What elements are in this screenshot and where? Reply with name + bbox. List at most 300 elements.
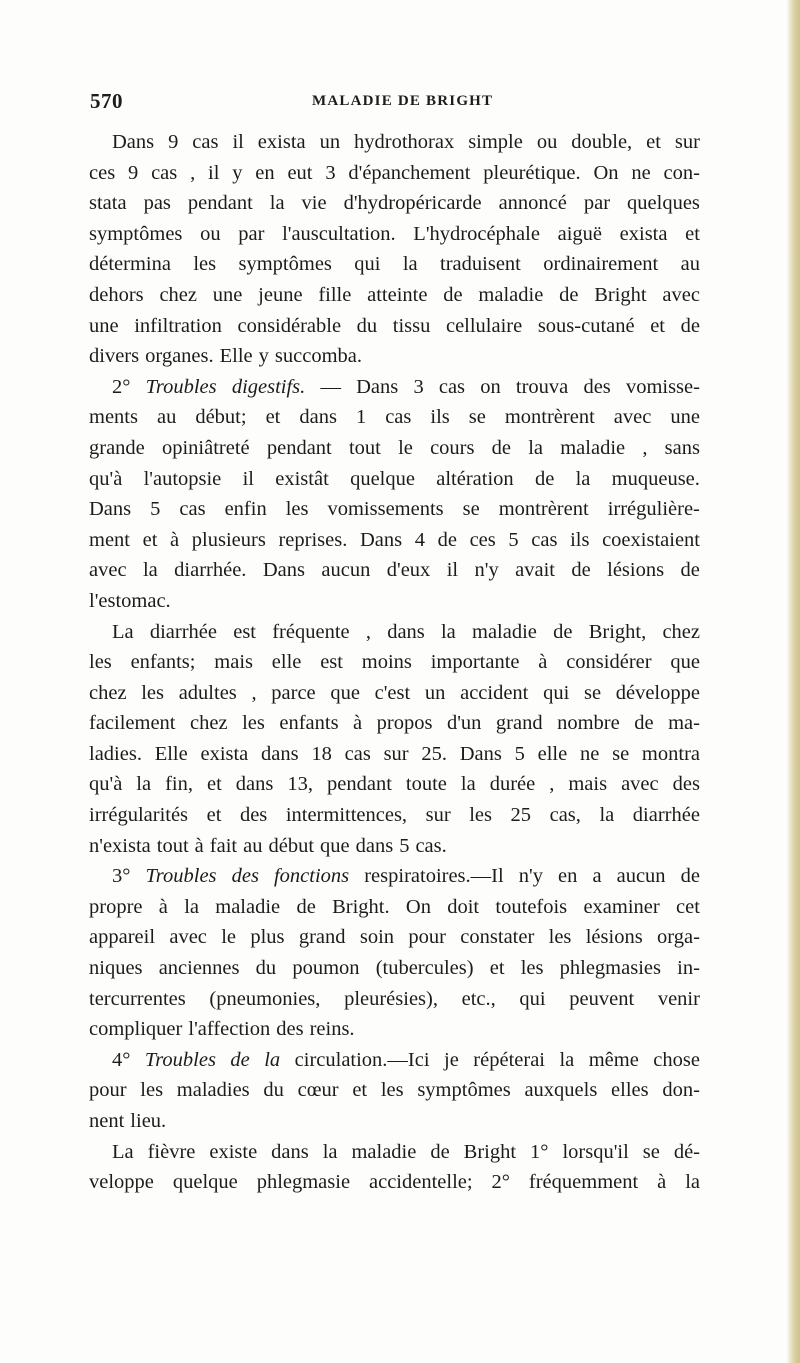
word: la [322, 1140, 338, 1163]
word: divers [89, 345, 140, 368]
word: que [330, 681, 360, 704]
text-line [89, 219, 700, 250]
word: pendant [266, 436, 332, 459]
text-line [89, 647, 700, 678]
word: con- [663, 161, 700, 184]
word: par [583, 192, 611, 215]
text-line [89, 249, 700, 280]
word: 5 [399, 834, 410, 857]
word: dans [235, 773, 274, 796]
word: atteinte [367, 283, 428, 306]
word: fièvre [147, 1140, 196, 1163]
word: examiner [583, 895, 660, 918]
text-line [89, 372, 700, 403]
word: a [592, 865, 602, 888]
word: coexistaient [602, 528, 700, 551]
word: les [548, 926, 572, 949]
word: accident [460, 681, 529, 704]
text-line [89, 1137, 700, 1168]
word: se [583, 681, 602, 704]
word: niques [89, 957, 143, 980]
word: en [255, 161, 275, 184]
word: à [538, 651, 548, 674]
word: du [263, 1079, 284, 1102]
word: vie [301, 192, 327, 215]
word: répéterai [473, 1048, 545, 1071]
word: symptômes [89, 222, 183, 245]
word: au [680, 253, 700, 276]
word: 4 [414, 528, 425, 551]
word: du [255, 957, 277, 980]
word: ne [579, 742, 600, 765]
word: plus [250, 926, 285, 949]
word: de [571, 559, 591, 582]
word: y [258, 345, 269, 368]
word: n'y [474, 559, 499, 582]
word: (tubercules) [375, 957, 474, 980]
word: la [269, 192, 285, 215]
text-line [89, 892, 700, 923]
word: la [440, 620, 456, 643]
word: est [233, 620, 256, 643]
word: dehors [89, 283, 144, 306]
word: c'est [374, 681, 411, 704]
word: exista [200, 742, 249, 765]
word: un [319, 131, 341, 153]
word: 4° [112, 1048, 131, 1071]
word: et [206, 804, 222, 827]
word: ordinairement [543, 253, 659, 276]
text-line [89, 617, 700, 648]
word: pleurétique. [483, 161, 581, 184]
word: fonctions [273, 865, 350, 888]
word: de [230, 1048, 250, 1071]
text-line [89, 127, 700, 158]
word: les [89, 651, 112, 674]
word: qu'à [89, 467, 123, 490]
word: le [221, 926, 237, 949]
word: les [242, 712, 265, 735]
text-line [89, 1106, 700, 1137]
text-line [89, 769, 700, 800]
word: chez [159, 283, 197, 306]
word: nent [89, 1110, 125, 1132]
word: irrégulière- [607, 498, 700, 521]
word: ou [200, 222, 221, 245]
word: muqueuse. [611, 467, 700, 490]
word: d'un [446, 712, 482, 735]
word: existât [275, 467, 329, 490]
word: chez [89, 681, 127, 704]
word: 3 [413, 375, 424, 398]
text-line [89, 280, 700, 311]
text-line [89, 922, 700, 953]
word: au [243, 834, 263, 857]
word: 5 [514, 742, 525, 765]
word: durée [489, 773, 536, 796]
word: y [232, 161, 243, 184]
word: , [251, 681, 257, 704]
word: à [194, 834, 204, 857]
word: maladie [472, 620, 537, 643]
word: de [680, 314, 700, 337]
word: ils [430, 406, 450, 429]
word: quelques [627, 192, 700, 215]
word: l'autopsie [143, 467, 222, 490]
word: il [208, 161, 220, 184]
text-line [89, 984, 700, 1015]
word: on [480, 375, 501, 398]
text-line [89, 158, 700, 189]
word: importante [430, 651, 520, 674]
word: enfants; [130, 651, 196, 674]
text-line [89, 739, 700, 770]
word: et [489, 957, 505, 980]
word: lorsqu'il [562, 1140, 629, 1163]
text-line [89, 1045, 700, 1076]
word: de [553, 620, 573, 643]
word: phlegmasies [559, 957, 661, 980]
word: se [642, 1140, 660, 1163]
word: etc., [461, 987, 496, 1010]
word: cas, [549, 804, 581, 827]
word: enfants [279, 712, 339, 735]
word: au [156, 406, 177, 429]
word: d'hydropéricarde [343, 192, 482, 215]
word: 2° [491, 1171, 510, 1194]
text-line [89, 188, 700, 219]
word: exista [619, 222, 668, 245]
text-line [89, 1167, 700, 1198]
word: de [559, 283, 579, 306]
word: montrèrent [504, 406, 595, 429]
word: cellulaire [445, 314, 523, 337]
word: à [170, 528, 180, 551]
page-header [90, 89, 698, 113]
page-edge [786, 0, 800, 1363]
word: organes. [145, 345, 214, 368]
word: cœur [297, 1079, 339, 1102]
word: la [402, 253, 418, 276]
word: des [583, 375, 611, 398]
page-number: 570 [90, 89, 123, 113]
word: compliquer [89, 1018, 183, 1041]
word: Dans [459, 742, 502, 765]
word: Dans [359, 528, 403, 551]
word: cas [385, 406, 412, 429]
word: , [549, 773, 555, 796]
word: dé- [673, 1140, 700, 1163]
word: pendant [327, 773, 392, 796]
word: irrégularités [89, 804, 189, 827]
word: Bright [463, 1140, 517, 1163]
word: fait [209, 834, 238, 857]
word: se [462, 498, 480, 521]
text-line [89, 708, 700, 739]
word: les [140, 1079, 164, 1102]
word: respiratoires.—Il [364, 865, 504, 888]
word: avait [515, 559, 555, 582]
word: maladies [176, 1079, 250, 1102]
word: plusieurs [191, 528, 266, 551]
text-line [89, 953, 700, 984]
word: cas [151, 161, 178, 184]
word: les [193, 253, 217, 276]
word: tissu [392, 314, 431, 337]
word: montra [641, 742, 700, 765]
word: pas [143, 192, 171, 215]
word: aiguë [557, 222, 602, 245]
word: Dans [112, 131, 155, 153]
word: la [136, 773, 152, 796]
word: par [238, 222, 265, 245]
text-line [89, 464, 700, 495]
word: maladie [351, 1140, 417, 1163]
word: — [320, 375, 341, 398]
word: sur [383, 742, 409, 765]
word: maladie [478, 283, 544, 306]
word: , [190, 161, 196, 184]
word: grande [89, 436, 145, 459]
word: la [142, 559, 158, 582]
word: 2° [112, 375, 131, 398]
word: ments [89, 406, 138, 429]
word: appareil [89, 926, 156, 949]
word: Bright [594, 283, 647, 306]
word: une [670, 406, 700, 429]
word: sous-cutané [537, 314, 635, 337]
word: sans [664, 436, 700, 459]
word: moins [361, 651, 412, 674]
word: qui [543, 681, 570, 704]
word: symptômes [238, 253, 332, 276]
word: reprises. [278, 528, 348, 551]
text-line [89, 525, 700, 556]
word: tout [156, 834, 189, 857]
word: L'hydrocéphale [413, 222, 540, 245]
word: développe [615, 681, 700, 704]
word: cas [179, 498, 206, 521]
word: l'affection [188, 1018, 271, 1041]
text-line [89, 678, 700, 709]
word: même [588, 1048, 639, 1071]
word: 9 [168, 131, 179, 153]
word: des [239, 804, 268, 827]
word: sur [425, 804, 451, 827]
word: accidentelle; [369, 1171, 473, 1194]
word: propos [376, 712, 433, 735]
word: poumon [292, 957, 360, 980]
word: Elle [154, 742, 188, 765]
word: Dans [89, 498, 132, 521]
word: simple [468, 131, 523, 153]
word: et [352, 1079, 368, 1102]
word: facilement [89, 712, 176, 735]
word: eut [287, 161, 313, 184]
word: Bright, [588, 620, 647, 643]
word: fille [318, 283, 352, 306]
word: considérer [566, 651, 652, 674]
word: cas [438, 375, 466, 398]
word: jeune [258, 283, 303, 306]
text-line [89, 586, 700, 617]
word: dans [299, 406, 337, 429]
word: il [446, 559, 459, 582]
word: n'exista [89, 834, 151, 857]
word: grand [495, 712, 543, 735]
word: stata [89, 192, 127, 215]
word: les [380, 1079, 404, 1102]
running-title: MALADIE DE BRIGHT [312, 93, 494, 109]
word: avec [169, 926, 207, 949]
word: annoncé [498, 192, 567, 215]
word: chose [653, 1048, 700, 1071]
text-line [89, 1075, 700, 1106]
word: lieu. [130, 1110, 167, 1132]
word: elle [271, 651, 302, 674]
word: cas. [415, 834, 447, 857]
word: dans [271, 1140, 309, 1163]
word: enfin [224, 498, 267, 521]
word: détermina [89, 253, 171, 276]
word: de [437, 528, 457, 551]
word: constater [460, 926, 535, 949]
word: 3° [112, 865, 131, 888]
word: et [142, 528, 158, 551]
word: le [398, 436, 413, 459]
word: à [657, 1171, 667, 1194]
word: symptômes [417, 1079, 511, 1102]
word: à [158, 895, 168, 918]
word: Bright. [332, 895, 390, 918]
word: de [680, 559, 700, 582]
word: de [443, 283, 463, 306]
word: sur [674, 131, 700, 153]
word: à [353, 712, 363, 735]
word: la [559, 1048, 575, 1071]
word: pendant [187, 192, 253, 215]
word: nombre [557, 712, 620, 735]
word: vomisse- [625, 375, 700, 398]
word: dans [261, 742, 299, 765]
word: 25. [421, 742, 447, 765]
word: et [646, 131, 661, 153]
word: de [680, 865, 700, 888]
word: il [242, 467, 254, 490]
word: de [634, 712, 654, 735]
word: de [430, 1140, 450, 1163]
word: Dans [262, 559, 305, 582]
word: de [296, 895, 316, 918]
word: l'estomac. [89, 589, 171, 612]
word: début [268, 834, 315, 857]
word: adultes [178, 681, 237, 704]
word: fréquente [272, 620, 350, 643]
word: qu'à [89, 773, 123, 796]
word: n'y [518, 865, 543, 888]
word: se [468, 406, 486, 429]
word: propre [89, 895, 143, 918]
word: avec [89, 559, 127, 582]
word: cet [676, 895, 700, 918]
word: mais [214, 651, 253, 674]
word: toute [405, 773, 447, 796]
word: ma- [668, 712, 700, 735]
word: quelque [172, 1171, 238, 1194]
word: soin [359, 926, 395, 949]
word: don- [662, 1079, 700, 1102]
word: La [112, 1140, 134, 1163]
word: parce [271, 681, 316, 704]
word: les [520, 957, 544, 980]
word: exista [257, 131, 306, 153]
word: et [265, 406, 281, 429]
word: de [491, 436, 512, 459]
word: et [207, 773, 222, 796]
word: auxquels [524, 1079, 598, 1102]
word: avec [662, 283, 700, 306]
word: grand [298, 926, 346, 949]
word: un [424, 681, 446, 704]
word: opiniâtreté [161, 436, 250, 459]
word: elles [611, 1079, 649, 1102]
text-line [89, 311, 700, 342]
word: On [593, 161, 619, 184]
word: maladie [215, 895, 281, 918]
word: 9 [128, 161, 139, 184]
word: chez [190, 712, 228, 735]
word: les [469, 804, 492, 827]
word: tout [348, 436, 381, 459]
word: intermittences, [285, 804, 408, 827]
word: 1° [530, 1140, 549, 1163]
text-line [89, 1014, 700, 1045]
word: se [612, 742, 630, 765]
word: orga- [657, 926, 700, 949]
word: fréquemment [528, 1171, 639, 1194]
word: les [141, 681, 165, 704]
word: aucun [616, 865, 666, 888]
word: une [89, 314, 119, 337]
word: les [285, 498, 309, 521]
word: Troubles [144, 1048, 216, 1071]
word: existe [209, 1140, 258, 1163]
word: en [558, 865, 578, 888]
word: circulation.—Ici [294, 1048, 430, 1071]
text-line [89, 341, 700, 372]
word: ment [89, 528, 130, 551]
word: 25 [510, 804, 532, 827]
word: lésions [585, 926, 643, 949]
word: succomba. [274, 345, 362, 368]
word: anciennes [158, 957, 240, 980]
word: il [232, 131, 244, 153]
word: 5 [150, 498, 161, 521]
word: ladies. [89, 742, 142, 765]
text-line [89, 861, 700, 892]
word: cas [192, 131, 219, 153]
word: lésions [607, 559, 665, 582]
word: dans [355, 834, 394, 857]
word: la [264, 1048, 281, 1071]
word: que [320, 834, 350, 857]
word: ces [89, 161, 116, 184]
word: du [356, 314, 378, 337]
word: 13, [287, 773, 313, 796]
word: la [460, 773, 476, 796]
body-text [89, 127, 700, 1198]
word: début; [195, 406, 247, 429]
